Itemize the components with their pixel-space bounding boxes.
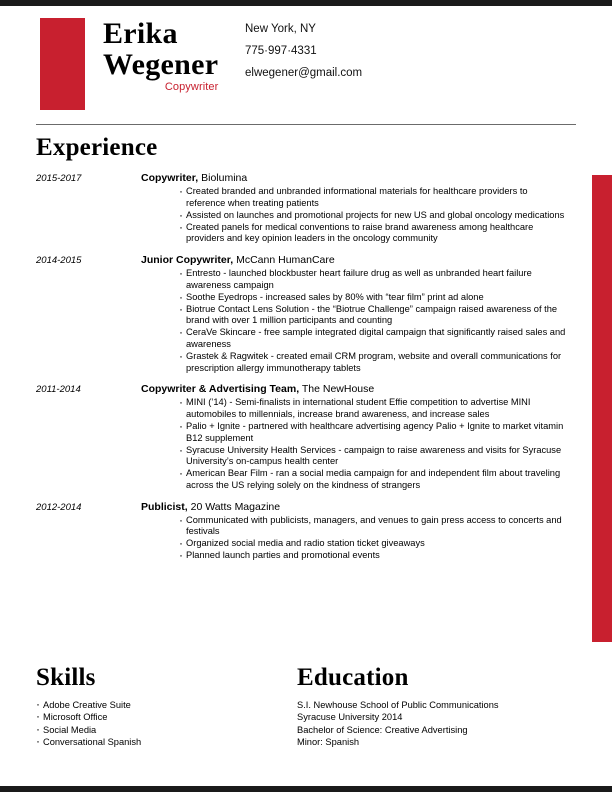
experience-bullet: · Palio + Ignite - partnered with healthcare advertising agency Palio + Ignite to market vitamin B12 supplement [179,421,566,444]
experience-bullet: · Communicated with publicists, managers, and venues to gain press access to concerts and festivals [179,515,566,538]
experience-bullet: · Syracuse University Health Services - campaign to raise awareness and visits for Syracuse University’s on-campus health center [179,445,566,468]
experience-title-line [141,383,566,395]
experience-role: Copywriter, [141,172,199,184]
education-line: Minor: Spanish [297,737,360,748]
experience-body [141,501,566,562]
experience-bullet: · Grastek & Ragwitek - created email CRM program, website and overall communications for prescription allergy immunotherapy tablets [179,351,566,374]
experience-title-line [141,254,566,266]
experience-bullet: · American Bear Film - ran a social media campaign for and independent film about traveling across the US relying solely on the kindness of strangers [179,468,566,491]
experience-title-line [141,501,566,513]
experience-dates: 2015-2017 [36,173,82,184]
experience-bullets [179,397,566,491]
experience-bullet: · Assisted on launches and promotional projects for new US and global oncology medications [179,210,566,222]
experience-bullet: · Biotrue Contact Lens Solution - the “Biotrue Challenge” campaign raised awareness of the brand with over 1 million participants and counting [179,304,566,327]
experience-bullets [179,268,566,374]
experience-company: 20 Watts Magazine [187,500,281,513]
experience-dates: 2014-2015 [36,254,82,266]
name-text [103,18,218,110]
experience-dates: 2011-2014 [36,384,81,396]
contact-email[interactable]: elwegener@gmail.com [245,67,363,79]
education-list [297,699,567,749]
section-title-education: Education [297,664,409,691]
experience-list [36,172,566,571]
job-tagline: Copywriter [164,81,219,93]
skill-item: · Social Media [36,724,266,736]
experience-company: McCann HumanCare [233,253,335,266]
experience-entry [36,254,566,374]
experience-dates: 2012-2014 [36,501,82,513]
experience-bullet: · Created branded and unbranded informational materials for healthcare providers to reference when treating patients [179,186,566,209]
skill-item: · Conversational Spanish [36,736,266,748]
experience-bullet: · Soothe Eyedrops - increased sales by 80% with “tear film” print ad alone [179,292,566,304]
header-divider [36,124,576,125]
experience-entry [36,501,566,562]
experience-bullet: · Planned launch parties and promotional events [179,550,566,562]
experience-body [141,383,566,491]
education-line: Bachelor of Science: Creative Advertising [297,724,468,735]
experience-body [141,254,566,374]
experience-entry [36,383,566,491]
experience-company: Biolumina [198,172,248,184]
contact-location: New York, NY [245,23,316,35]
section-title-skills: Skills [36,664,96,691]
experience-body [141,172,566,245]
first-name: Erika [103,17,178,50]
education-line: Syracuse University 2014 [297,712,403,723]
experience-bullets [179,186,566,245]
experience-bullet: · MINI (’14) - Semi-finalists in international student Effie competition to advertise MINI automobiles to millennials, increase brand awareness, and increase sales [179,397,566,420]
experience-bullet: · CeraVe Skincare - free sample integrated digital campaign that significantly raised sales and awareness [179,327,566,350]
experience-company: The NewHouse [299,383,375,396]
experience-entry [36,172,566,245]
experience-bullet: · Created panels for medical conventions to raise brand awareness among healthcare providers and key opinion leaders in the oncology community [179,222,566,245]
education-line: S.I. Newhouse School of Public Communications [297,700,499,710]
red-accent-slab [40,18,85,110]
experience-bullet: · Organized social media and radio station ticket giveaways [179,538,566,550]
experience-role: Copywriter & Advertising Team, [141,383,300,396]
skill-item: · Microsoft Office [36,711,266,723]
last-name: Wegener [103,48,219,81]
section-title-experience: Experience [36,134,158,161]
experience-bullets [179,515,566,562]
name-block [40,18,218,110]
skill-item: · Adobe Creative Suite [36,699,266,711]
contact-block [245,18,362,84]
experience-role: Publicist, [141,500,188,513]
experience-role: Junior Copywriter, [141,253,234,266]
contact-phone[interactable]: 775·997·4331 [245,45,317,57]
experience-bullet: · Entresto - launched blockbuster heart failure drug as well as unbranded heart failure awareness campaign [179,268,566,291]
skills-list [36,699,266,749]
experience-title-line [141,172,566,184]
